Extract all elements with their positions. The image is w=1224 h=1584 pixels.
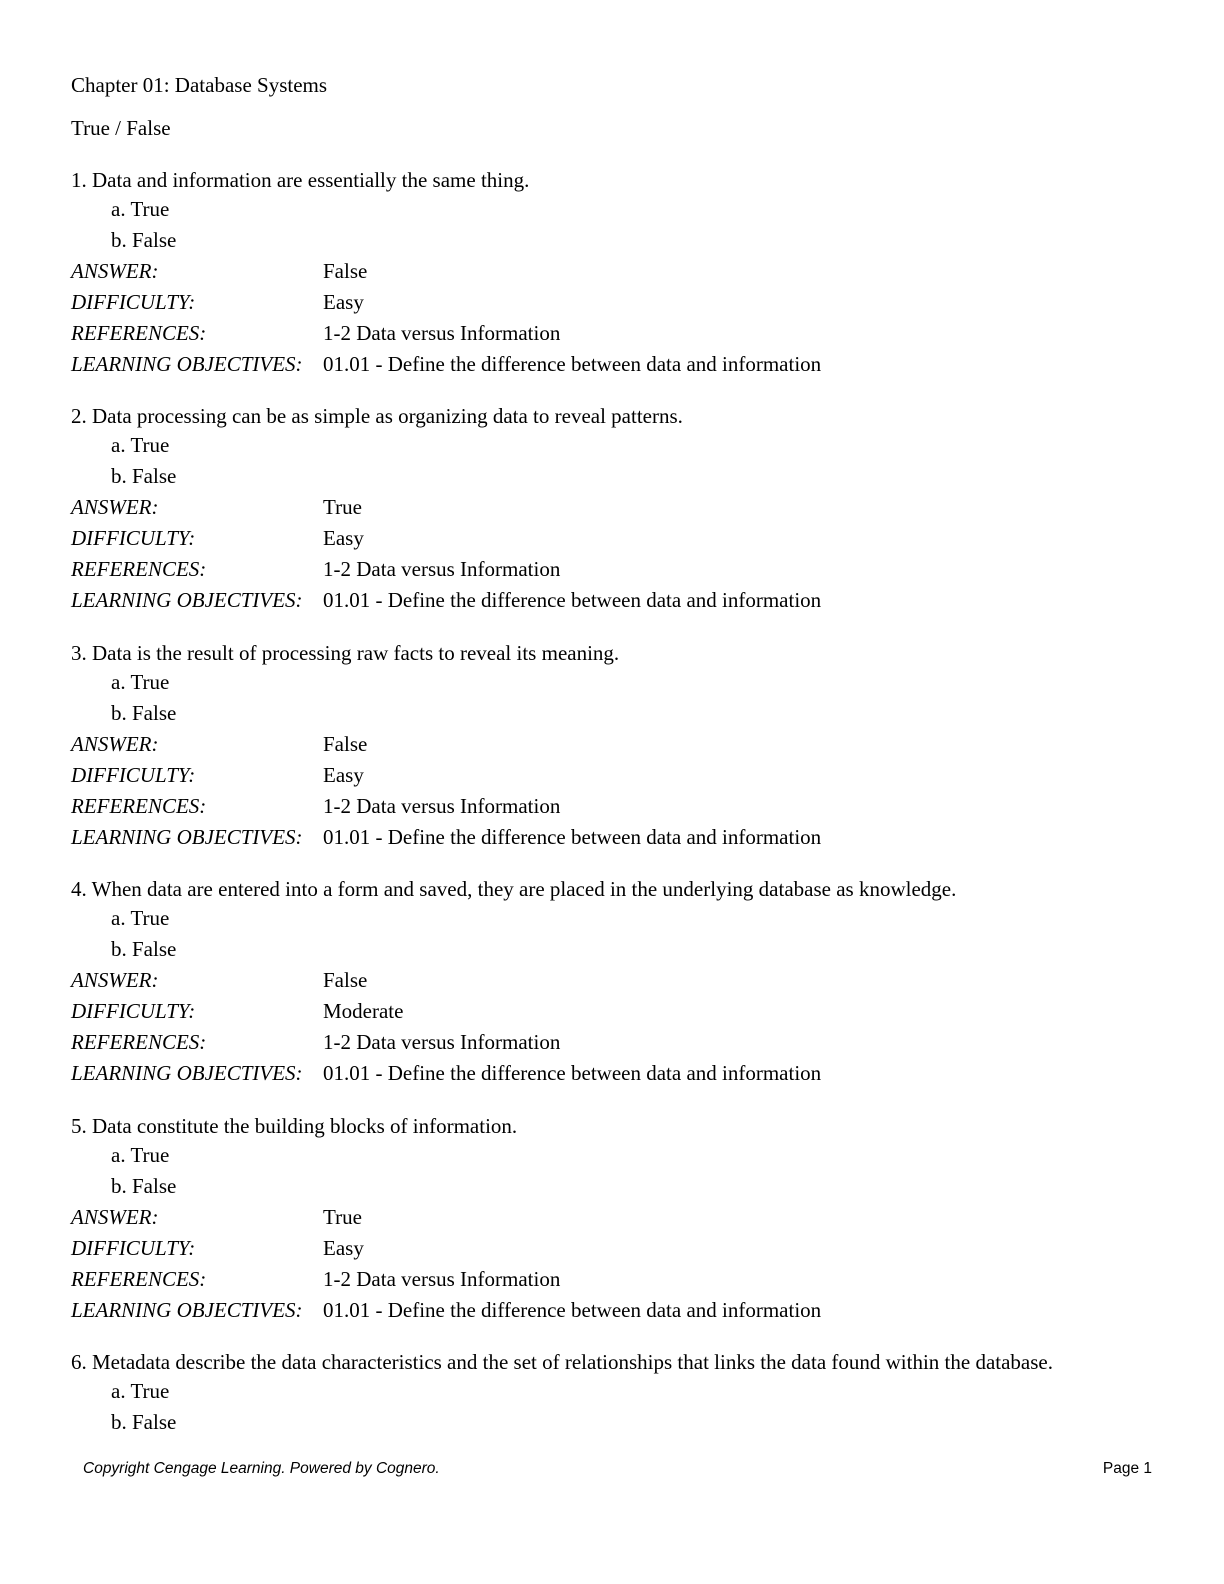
question-text: 1. Data and information are essentially the same thing. [71, 168, 530, 192]
difficulty-row [71, 996, 1171, 1027]
option-b: b. False [111, 1174, 177, 1198]
answer-label: ANSWER: [71, 259, 159, 283]
question-text: 2. Data processing can be as simple as organizing data to reveal patterns. [71, 404, 683, 428]
answer-row [71, 1202, 1171, 1233]
references-row [71, 554, 1171, 585]
objectives-label: LEARNING OBJECTIVES: [71, 825, 303, 849]
answer-row [71, 256, 1171, 287]
objectives-row [71, 585, 1171, 616]
references-label: REFERENCES: [71, 1267, 207, 1291]
references-row [71, 1264, 1171, 1295]
option-a: a. True [111, 433, 170, 457]
option-b: b. False [111, 1410, 177, 1434]
answer-value: False [323, 968, 368, 992]
objectives-label: LEARNING OBJECTIVES: [71, 352, 303, 376]
question-2 [71, 402, 1171, 616]
answer-value: False [323, 259, 368, 283]
difficulty-value: Easy [323, 290, 364, 314]
difficulty-row [71, 760, 1171, 791]
objectives-row [71, 822, 1171, 853]
option-a: a. True [111, 906, 170, 930]
answer-label: ANSWER: [71, 495, 159, 519]
objectives-row [71, 1295, 1171, 1326]
section-heading: True / False [71, 116, 171, 140]
objectives-value: 01.01 - Define the difference between data and information [323, 825, 822, 849]
option-b: b. False [111, 228, 177, 252]
difficulty-value: Easy [323, 526, 364, 550]
page-number: Page 1 [1102, 1460, 1152, 1477]
references-label: REFERENCES: [71, 1030, 207, 1054]
question-text: 4. When data are entered into a form and saved, they are placed in the underlying database as knowledge. [71, 877, 957, 901]
difficulty-value: Easy [323, 1236, 364, 1260]
answer-label: ANSWER: [71, 1205, 159, 1229]
answer-label: ANSWER: [71, 968, 159, 992]
page-footer [83, 1459, 1152, 1479]
option-a: a. True [111, 1143, 170, 1167]
option-b: b. False [111, 464, 177, 488]
objectives-value: 01.01 - Define the difference between data and information [323, 352, 822, 376]
question-text: 5. Data constitute the building blocks of information. [71, 1114, 518, 1138]
question-text: 6. Metadata describe the data characteristics and the set of relationships that links the data found within the database. [71, 1350, 1053, 1374]
answer-value: True [323, 1205, 362, 1229]
objectives-label: LEARNING OBJECTIVES: [71, 588, 303, 612]
answer-value: False [323, 732, 368, 756]
question-4 [71, 875, 1171, 1089]
objectives-value: 01.01 - Define the difference between data and information [323, 1298, 822, 1322]
references-row [71, 791, 1171, 822]
question-1 [71, 166, 1171, 380]
option-b: b. False [111, 701, 177, 725]
references-value: 1-2 Data versus Information [323, 1030, 561, 1054]
copyright-text: Copyright Cengage Learning. Powered by Cognero. [83, 1460, 440, 1477]
difficulty-label: DIFFICULTY: [71, 763, 196, 787]
objectives-label: LEARNING OBJECTIVES: [71, 1061, 303, 1085]
references-value: 1-2 Data versus Information [323, 1267, 561, 1291]
difficulty-value: Easy [323, 763, 364, 787]
page-header: Chapter 01: Database Systems [71, 73, 328, 97]
answer-row [71, 492, 1171, 523]
answer-row [71, 965, 1171, 996]
references-label: REFERENCES: [71, 321, 207, 345]
references-value: 1-2 Data versus Information [323, 794, 561, 818]
objectives-value: 01.01 - Define the difference between data and information [323, 1061, 822, 1085]
question-text: 3. Data is the result of processing raw facts to reveal its meaning. [71, 641, 620, 665]
difficulty-row [71, 287, 1171, 318]
option-b: b. False [111, 937, 177, 961]
answer-label: ANSWER: [71, 732, 159, 756]
references-row [71, 1027, 1171, 1058]
option-a: a. True [111, 197, 170, 221]
references-label: REFERENCES: [71, 794, 207, 818]
option-a: a. True [111, 1379, 170, 1403]
difficulty-label: DIFFICULTY: [71, 290, 196, 314]
question-6 [71, 1348, 1171, 1438]
objectives-value: 01.01 - Define the difference between data and information [323, 588, 822, 612]
answer-value: True [323, 495, 362, 519]
difficulty-value: Moderate [323, 999, 404, 1023]
objectives-row [71, 349, 1171, 380]
option-a: a. True [111, 670, 170, 694]
references-row [71, 318, 1171, 349]
difficulty-row [71, 1233, 1171, 1264]
references-label: REFERENCES: [71, 557, 207, 581]
objectives-label: LEARNING OBJECTIVES: [71, 1298, 303, 1322]
difficulty-label: DIFFICULTY: [71, 1236, 196, 1260]
difficulty-label: DIFFICULTY: [71, 526, 196, 550]
difficulty-row [71, 523, 1171, 554]
objectives-row [71, 1058, 1171, 1089]
answer-row [71, 729, 1171, 760]
difficulty-label: DIFFICULTY: [71, 999, 196, 1023]
references-value: 1-2 Data versus Information [323, 321, 561, 345]
question-3 [71, 639, 1171, 853]
question-5 [71, 1112, 1171, 1326]
references-value: 1-2 Data versus Information [323, 557, 561, 581]
